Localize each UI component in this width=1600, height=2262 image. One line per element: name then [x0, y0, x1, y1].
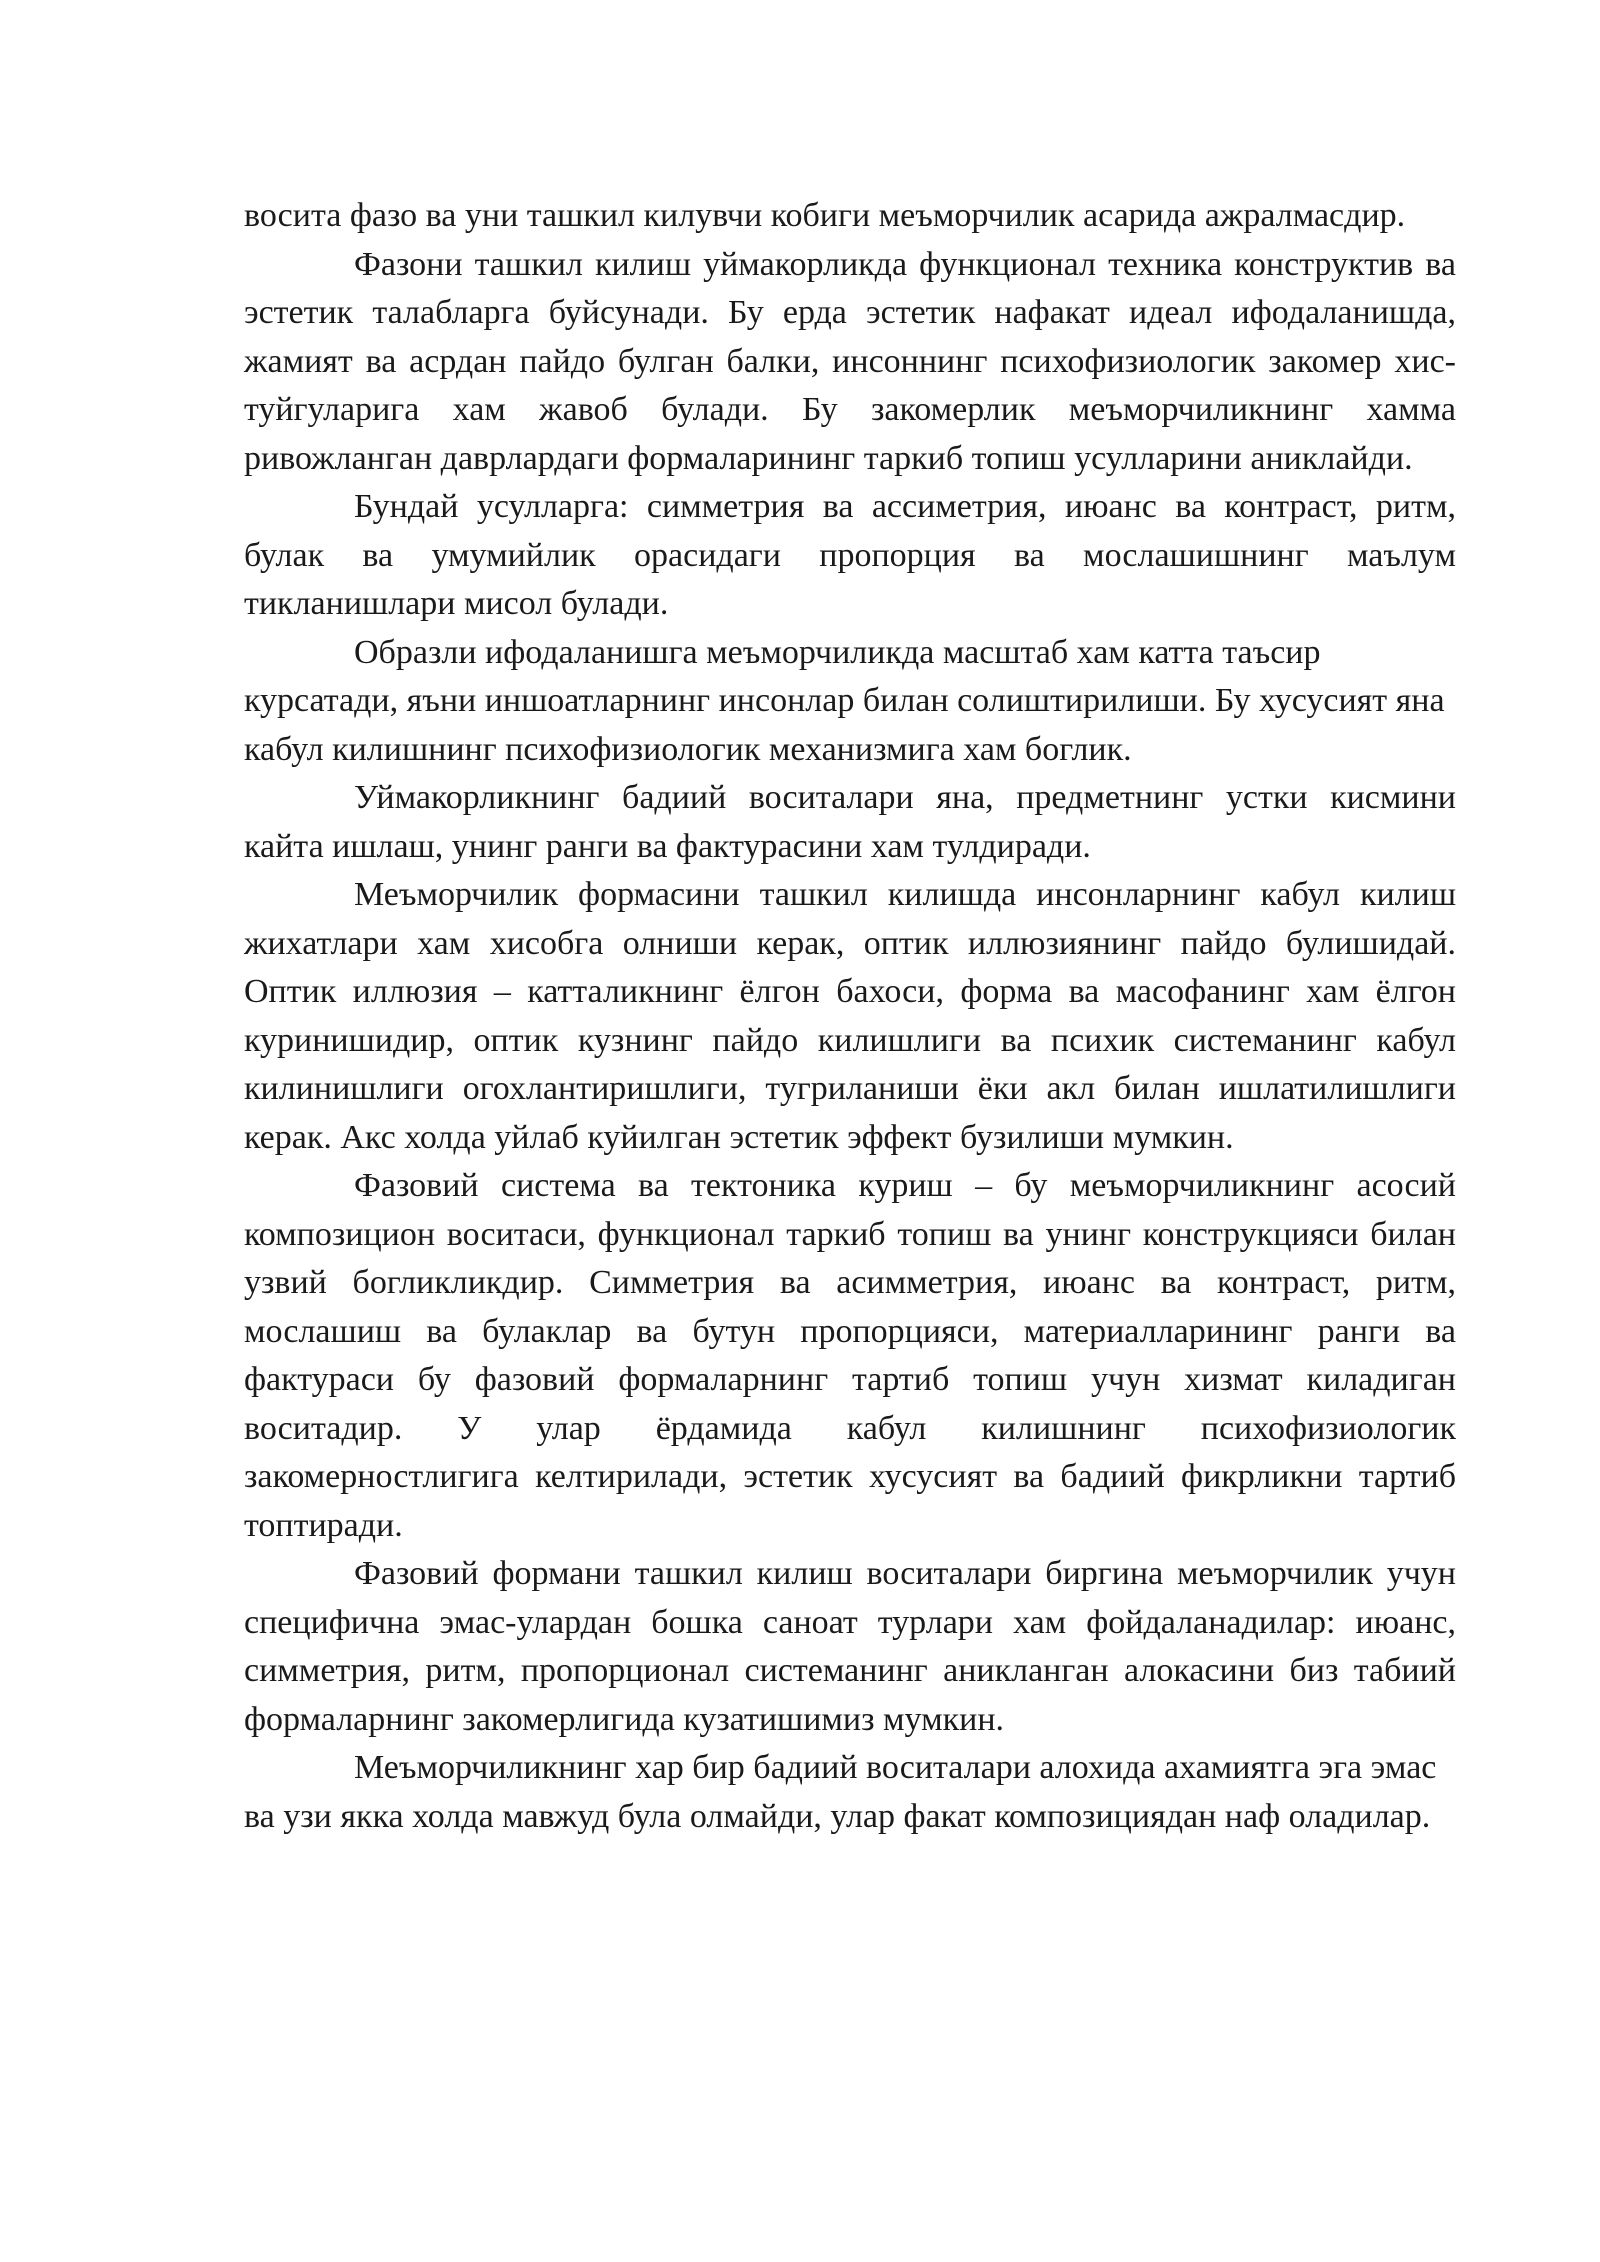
paragraph-space-organization: Фазони ташкил килиш уймакорликда функционал техника конструктив ва эстетик талабларга буйсунади. Бу ерда эстетик нафакат идеал ифодаланишда, жамият ва асрдан пайдо булган балки, инсоннинг психофизиологик закомер хис-туйгуларига хам жавоб булади. Бу закомерлик меъморчиликнинг хамма ривожланган даврлардаги формаларининг таркиб топиш усулларини аниклайди. [244, 245, 1456, 477]
paragraph-spatial-system: Фазовий система ва тектоника куриш – бу меъморчиликнинг асосий композицион воситаси, функционал таркиб топиш ва унинг конструкцияси билан узвий богликликдир. Симметрия ва асимметрия, июанс ва контраст, ритм, мослашиш ва булаклар ва бутун пропорцияси, материалларининг ранги ва фактураси бу фазовий формаларнинг тартиб топиш учун хизмат киладиган воситадир. У улар ёрдамида кабул килишнинг психофизиологик закомерностлигига келтирилади, эстетик хусусият ва бадиий фикрликни тартиб топтиради. [244, 1167, 1456, 1544]
paragraph-scale: Образли ифодаланишга меъморчиликда масштаб хам катта таъсир курсатади, яъни иншоатларнинг инсонлар билан солиштирилиши. Бу хусусият яна кабул килишнинг психофизиологик механизмига хам боглик. [244, 633, 1445, 768]
paragraph-optical-illusion: Меъморчилик формасини ташкил килишда инсонларнинг кабул килиш жихатлари хам хисобга олниши керак, оптик иллюзиянинг пайдо булишидай. Оптик иллюзия – катталикнинг ёлгон бахоси, форма ва масофанинг хам ёлгон куринишидир, оптик кузнинг пайдо килишлиги ва психик системанинг кабул килинишлиги огохлантиришлиги, тугриланиши ёки акл билан ишлатилишлиги керак. Акс холда уйлаб куйилган эстетик эффект бузилиши мумкин. [244, 876, 1456, 1156]
paragraph-methods: Бундай усулларга: симметрия ва ассиметрия, июанс ва контраст, ритм, булак ва умумийлик орасидаги пропорция ва мослашишнинг маълум тикланишлари мисол булади. [244, 488, 1456, 622]
document-body [244, 192, 1456, 1841]
paragraph-spatial-form: Фазовий формани ташкил килиш воситалари биргина меъморчилик учун специфична эмас-улардан бошка саноат турлари хам фойдаланадилар: июанс, симметрия, ритм, пропорционал системанинг аникланган алокасини биз табиий формаларнинг закомерлигида кузатишимиз мумкин. [244, 1555, 1456, 1738]
paragraph-artistic-means: Уймакорликнинг бадиий воситалари яна, предметнинг устки кисмини кайта ишлаш, унинг ранги ва фактурасини хам тулдиради. [244, 779, 1456, 865]
paragraph-continuation: восита фазо ва уни ташкил килувчи кобиги меъморчилик асарида ажралмасдир. [244, 197, 1406, 234]
paragraph-composition: Меъморчиликнинг хар бир бадиий воситалари алохида ахамиятга эга эмас ва узи якка холда мавжуд була олмайди, улар факат композициядан наф оладилар. [244, 1749, 1437, 1835]
